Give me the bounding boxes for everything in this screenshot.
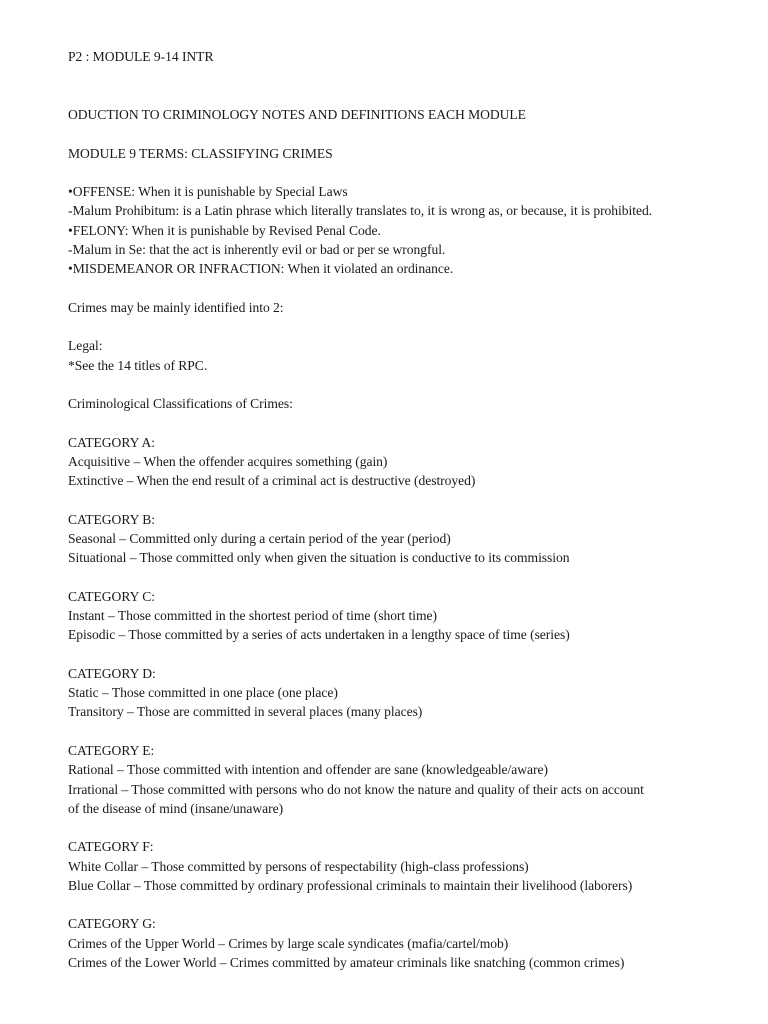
category-a-line: Acquisitive – When the offender acquires something (gain) (68, 454, 388, 469)
category-g-line: Crimes of the Lower World – Crimes committed by amateur criminals like snatching (common crimes) (68, 955, 625, 970)
category-d-heading: CATEGORY D: (68, 666, 156, 681)
category-e-line: of the disease of mind (insane/unaware) (68, 801, 284, 816)
category-a-line: Extinctive – When the end result of a criminal act is destructive (destroyed) (68, 473, 476, 488)
category-f-heading: CATEGORY F: (68, 839, 154, 854)
category-f-line: White Collar – Those committed by persons of respectability (high-class professions) (68, 859, 529, 874)
legal-note: *See the 14 titles of RPC. (68, 358, 208, 373)
document-title-line-2: ODUCTION TO CRIMINOLOGY NOTES AND DEFINITIONS EACH MODULE (68, 107, 526, 122)
category-g-heading: CATEGORY G: (68, 916, 156, 931)
term-misdemeanor: •MISDEMEANOR OR INFRACTION: When it violated an ordinance. (68, 261, 454, 276)
category-a-heading: CATEGORY A: (68, 435, 155, 450)
category-b-line: Seasonal – Committed only during a certain period of the year (period) (68, 531, 451, 546)
term-malum-prohibitum: -Malum Prohibitum: is a Latin phrase which literally translates to, it is wrong as, or because, it is prohibited. (68, 203, 653, 218)
category-b-line: Situational – Those committed only when given the situation is conductive to its commission (68, 550, 570, 565)
category-g-line: Crimes of the Upper World – Crimes by large scale syndicates (mafia/cartel/mob) (68, 936, 509, 951)
category-c-heading: CATEGORY C: (68, 589, 155, 604)
category-c-line: Instant – Those committed in the shortest period of time (short time) (68, 608, 437, 623)
category-e-heading: CATEGORY E: (68, 743, 155, 758)
category-e-line: Irrational – Those committed with persons who do not know the nature and quality of their acts on account (68, 782, 644, 797)
category-d-line: Static – Those committed in one place (one place) (68, 685, 338, 700)
category-b-heading: CATEGORY B: (68, 512, 155, 527)
legal-heading: Legal: (68, 338, 103, 353)
term-malum-in-se: -Malum in Se: that the act is inherently evil or bad or per se wrongful. (68, 242, 446, 257)
term-felony: •FELONY: When it is punishable by Revised Penal Code. (68, 223, 381, 238)
category-e-line: Rational – Those committed with intention and offender are sane (knowledgeable/aware) (68, 762, 548, 777)
category-c-line: Episodic – Those committed by a series of acts undertaken in a lengthy space of time (series) (68, 627, 570, 642)
category-d-line: Transitory – Those are committed in several places (many places) (68, 704, 423, 719)
criminological-classifications-heading: Criminological Classifications of Crimes: (68, 396, 293, 411)
document-title-line-1: P2 : MODULE 9-14 INTR (68, 49, 214, 64)
identified-intro: Crimes may be mainly identified into 2: (68, 300, 284, 315)
term-offense: •OFFENSE: When it is punishable by Special Laws (68, 184, 348, 199)
category-f-line: Blue Collar – Those committed by ordinary professional criminals to maintain their livelihood (laborers) (68, 878, 633, 893)
module-heading: MODULE 9 TERMS: CLASSIFYING CRIMES (68, 146, 333, 161)
